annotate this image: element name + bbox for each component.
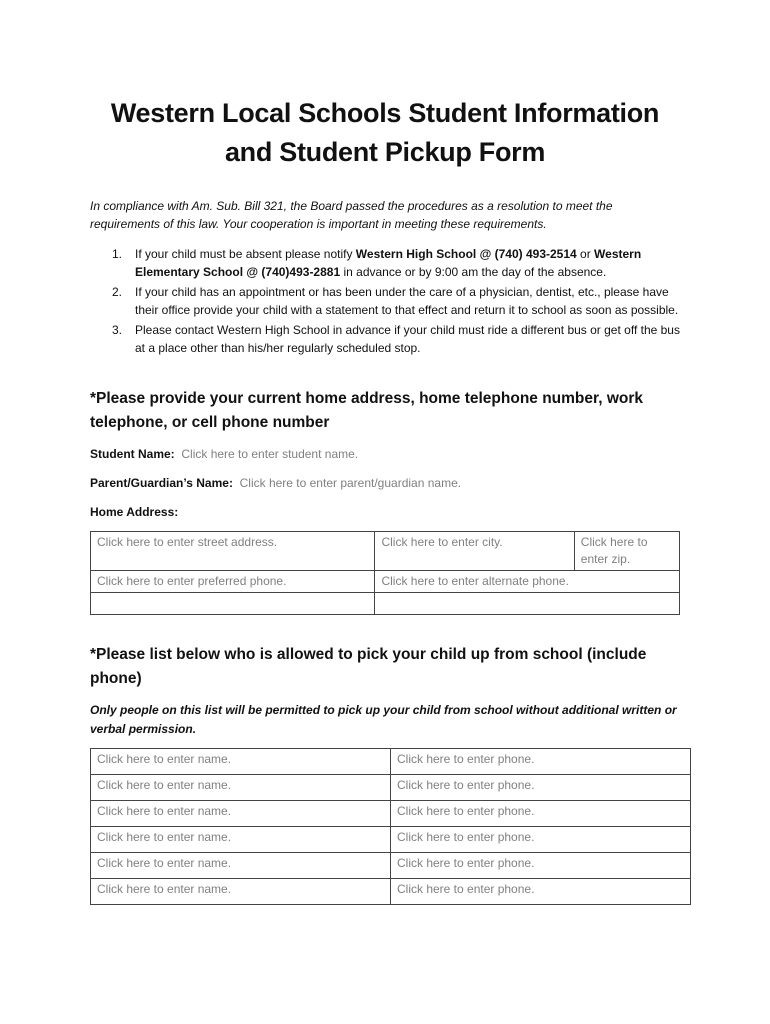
list-text: Please contact Western High School in advance if your child must ride a different bus or get off the bus at a place other than his/her regularly scheduled stop.	[135, 323, 680, 356]
pickup-table	[90, 748, 691, 905]
student-name-field[interactable]: Click here to enter student name.	[181, 447, 359, 461]
high-school-phone: Western High School @ (740) 493-2514	[355, 247, 577, 261]
list-number: 3.	[112, 323, 123, 338]
parent-name-field[interactable]: Click here to enter parent/guardian name.	[239, 476, 462, 490]
address-table	[90, 531, 680, 615]
list-item	[90, 245, 680, 282]
list-text: in advance or by 9:00 am the day of the absence.	[340, 265, 607, 280]
table-row	[91, 853, 691, 879]
pickup-name-field[interactable]: Click here to enter name.	[91, 853, 391, 879]
pickup-phone-field[interactable]: Click here to enter phone.	[391, 801, 691, 827]
intro-paragraph: In compliance with Am. Sub. Bill 321, the Board passed the procedures as a resolution to meet the requirements of this law. Your cooperation is important in meeting these requirements.	[90, 199, 613, 231]
elementary-school-phone: Western Elementary School @ (740)493-2881	[135, 247, 642, 280]
empty-cell[interactable]	[375, 593, 680, 615]
pickup-phone-field[interactable]: Click here to enter phone.	[391, 879, 691, 905]
pickup-name-field[interactable]: Click here to enter name.	[91, 879, 391, 905]
student-name-label: Student Name:	[90, 447, 175, 461]
pickup-phone-field[interactable]: Click here to enter phone.	[391, 827, 691, 853]
section-heading-address: *Please provide your current home address, home telephone number, work telephone, or cell phone number	[90, 390, 643, 431]
list-number: 2.	[112, 285, 123, 300]
table-row	[91, 879, 691, 905]
page-title: Western Local Schools Student Information and Student Pickup Form	[110, 98, 660, 167]
list-item	[90, 321, 680, 358]
pickup-name-field[interactable]: Click here to enter name.	[91, 801, 391, 827]
empty-cell[interactable]	[91, 593, 375, 615]
preferred-phone-field[interactable]: Click here to enter preferred phone.	[91, 571, 375, 593]
table-row	[91, 827, 691, 853]
pickup-name-field[interactable]: Click here to enter name.	[91, 775, 391, 801]
pickup-phone-field[interactable]: Click here to enter phone.	[391, 775, 691, 801]
pickup-name-field[interactable]: Click here to enter name.	[91, 749, 391, 775]
zip-field[interactable]: Click here to enter zip.	[574, 532, 679, 571]
student-name-row	[90, 445, 358, 463]
pickup-name-field[interactable]: Click here to enter name.	[91, 827, 391, 853]
street-address-field[interactable]: Click here to enter street address.	[91, 532, 375, 571]
pickup-phone-field[interactable]: Click here to enter phone.	[391, 853, 691, 879]
pickup-note: Only people on this list will be permitted to pick up your child from school without additional written or verbal permission.	[90, 703, 677, 736]
home-address-row	[90, 503, 178, 521]
instructions-list	[90, 245, 680, 359]
table-row	[91, 593, 680, 615]
table-row	[91, 532, 680, 571]
list-text: or	[576, 247, 595, 261]
list-number: 1.	[112, 247, 123, 261]
parent-name-label: Parent/Guardian’s Name:	[90, 476, 233, 490]
section-heading-pickup: *Please list below who is allowed to pick your child up from school (include phone)	[90, 646, 647, 687]
alternate-phone-field[interactable]: Click here to enter alternate phone.	[375, 571, 680, 593]
pickup-phone-field[interactable]: Click here to enter phone.	[391, 749, 691, 775]
parent-name-row	[90, 474, 461, 492]
list-text: If your child has an appointment or has been under the care of a physician, dentist, etc., please have their office provide your child with a statement to that effect and return it to school as soon as possible.	[135, 285, 679, 318]
home-address-label: Home Address:	[90, 505, 179, 519]
table-row	[91, 571, 680, 593]
table-row	[91, 775, 691, 801]
city-field[interactable]: Click here to enter city.	[375, 532, 574, 571]
list-item	[90, 283, 680, 320]
table-row	[91, 749, 691, 775]
table-row	[91, 801, 691, 827]
list-text: If your child must be absent please notify	[135, 247, 356, 261]
